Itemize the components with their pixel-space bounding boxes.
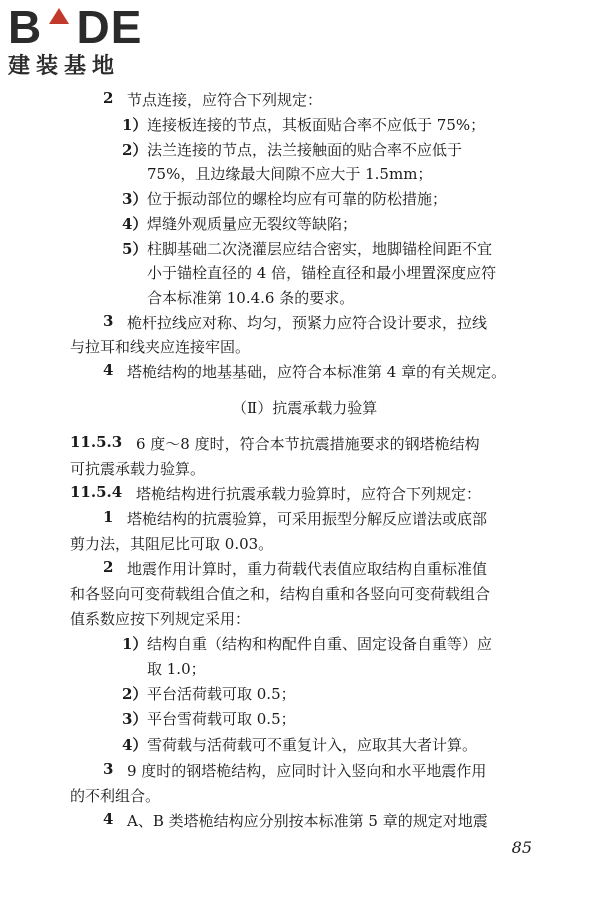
req-2-text: 地震作用计算时，重力荷载代表值应取结构自重标准值: [127, 560, 488, 578]
item-5-number: 5）: [122, 240, 148, 258]
para-2-number: 2: [103, 89, 114, 107]
req-3-text: 9 度时的钢塔桅结构，应同时计入竖向和水平地震作用: [127, 762, 487, 780]
item-3-text: 位于振动部位的螺栓均应有可靠的防松措施；: [147, 190, 448, 208]
item-2-number: 2）: [122, 141, 148, 159]
req-3-text-cont: 的不利组合。: [70, 787, 161, 805]
para-4-number: 4: [103, 361, 114, 379]
para-3-text: 桅杆拉线应对称、均匀，预紧力应符合设计要求，拉线: [127, 314, 488, 332]
item-4-text: 焊缝外观质量应无裂纹等缺陷；: [147, 215, 358, 233]
logo-subtitle: 建装基地: [8, 54, 121, 79]
item-1-number: 1）: [122, 116, 148, 134]
para-4-text: 塔桅结构的地基基础，应符合本标准第 4 章的有关规定。: [127, 363, 507, 381]
item-2-text: 法兰连接的节点，法兰接触面的贴合率不应低于: [147, 141, 463, 159]
req-1-number: 1: [103, 508, 114, 526]
req-4-number: 4: [103, 810, 114, 828]
sub-4-number: 4）: [122, 736, 148, 754]
req-2-text-cont: 和各竖向可变荷载组合值之和，结构自重和各竖向可变荷载组合: [70, 585, 491, 603]
item-5-text-cont2: 合本标准第 10.4.6 条的要求。: [147, 289, 355, 307]
req-4-text: A、B 类塔桅结构应分别按本标准第 5 章的规定对地震: [127, 812, 488, 830]
sub-2-text: 平台活荷载可取 0.5；: [147, 685, 296, 703]
sub-3-text: 平台雪荷载可取 0.5；: [147, 710, 296, 728]
sub-3-number: 3）: [122, 710, 148, 728]
req-2-number: 2: [103, 558, 114, 576]
para-2-text: 节点连接，应符合下列规定：: [127, 91, 323, 109]
req-1-text-cont: 剪力法，其阻尼比可取 0.03。: [70, 535, 274, 553]
item-5-text-cont: 小于锚栓直径的 4 倍，锚栓直径和最小埋置深度应符: [147, 264, 497, 282]
para-3-text-cont: 与拉耳和线夹应连接牢固。: [70, 338, 251, 356]
req-3-number: 3: [103, 760, 114, 778]
req-1-text: 塔桅结构的抗震验算，可采用振型分解反应谱法或底部: [127, 510, 488, 528]
logo-letter-a: [42, 4, 76, 50]
sub-1-number: 1）: [122, 635, 148, 653]
clause-11-5-4-number: 11.5.4: [70, 483, 123, 501]
bade-logo: [8, 1, 178, 86]
clause-11-5-3-text-cont: 可抗震承载力验算。: [70, 460, 206, 478]
logo-letter-b: B: [8, 1, 43, 53]
clause-11-5-4-text: 塔桅结构进行抗震承载力验算时，应符合下列规定：: [136, 485, 482, 503]
para-3-number: 3: [103, 312, 114, 330]
clause-11-5-3-text: 6 度～8 度时，符合本节抗震措施要求的钢塔桅结构: [136, 435, 480, 453]
sub-1-text-cont: 取 1.0；: [147, 660, 206, 678]
item-3-number: 3）: [122, 190, 148, 208]
logo-letters-de: DE: [76, 1, 143, 53]
clause-11-5-3-number: 11.5.3: [70, 433, 123, 451]
page-number: 85: [511, 838, 532, 857]
logo-wordmark: [8, 1, 178, 53]
sub-2-number: 2）: [122, 685, 148, 703]
item-2-text-cont: 75%，且边缘最大间隙不应大于 1.5mm；: [147, 165, 433, 183]
sub-4-text: 雪荷载与活荷载可不重复计入，应取其大者计算。: [147, 736, 478, 754]
section-heading: （Ⅱ）抗震承载力验算: [232, 399, 378, 417]
req-2-text-cont2: 值系数应按下列规定采用：: [70, 610, 251, 628]
item-4-number: 4）: [122, 215, 148, 233]
item-5-text: 柱脚基础二次浇灌层应结合密实，地脚锚栓间距不宜: [147, 240, 493, 258]
sub-1-text: 结构自重（结构和构配件自重、固定设备自重等）应: [147, 635, 493, 653]
item-1-text: 连接板连接的节点，其板面贴合率不应低于 75%；: [147, 116, 486, 134]
